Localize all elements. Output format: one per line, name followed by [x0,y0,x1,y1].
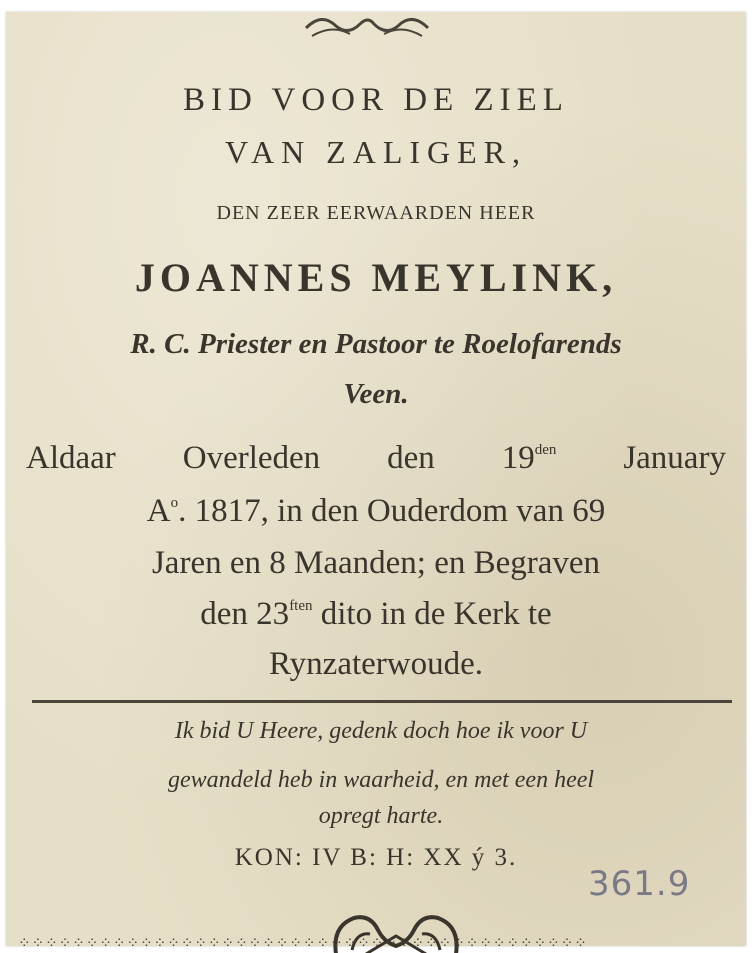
death-day-number: 19 [501,440,535,476]
death-day [502,440,557,477]
word-aldaar: Aldaar [26,440,116,476]
title-line-2: Veen. [343,378,409,410]
divider-line [32,700,732,703]
burial-place-line: Rynzaterwoude. [268,646,484,682]
burial-date-line [26,596,726,633]
death-day-suffix: den [534,442,557,458]
quote-line-1: Ik bid U Heere, gedenk doch hoe ik voor U [174,718,588,744]
burial-text: dito in de Kerk te [312,596,552,632]
anno-sup: o [170,495,179,511]
handwritten-catalog-number: 361.9 [588,864,691,904]
year-age-text: . 1817, in den Ouderdom van 69 [178,493,606,529]
burial-prefix: den 23 [200,596,290,632]
memorial-card [6,12,746,950]
age-burial-line: Jaren en 8 Maanden; en Begraven [151,545,601,581]
header-line-1: BID VOOR DE ZIEL [183,82,569,118]
bottom-border-ornament: ⁘⁘⁘⁘⁘⁘⁘⁘⁘⁘⁘⁘⁘⁘⁘⁘⁘⁘⁘⁘⁘⁘⁘⁘⁘⁘⁘⁘⁘⁘⁘⁘⁘⁘⁘⁘⁘⁘⁘⁘⁘⁘ [18,934,588,950]
bible-reference: KON: IV B: H: XX ý 3. [234,844,518,871]
word-overleden: Overleden [182,440,321,476]
header-line-2: VAN ZALIGER, [224,134,528,170]
top-ornament-icon [302,6,432,46]
header-line-3: DEN ZEER EERWAARDEN HEER [216,202,536,224]
anno-prefix: A [146,493,171,529]
burial-sup: ften [289,598,313,614]
year-age-line [26,493,726,530]
death-date-line [26,440,726,477]
word-den: den [387,440,435,476]
deceased-name: JOANNES MEYLINK, [134,255,618,300]
quote-line-3: opregt harte. [318,803,444,829]
title-line-1: R. C. Priester en Pastoor te Roelofarends [130,328,622,360]
quote-line-2: gewandeld heb in waarheid, en met een heel [167,767,595,793]
death-month: January [623,440,726,476]
